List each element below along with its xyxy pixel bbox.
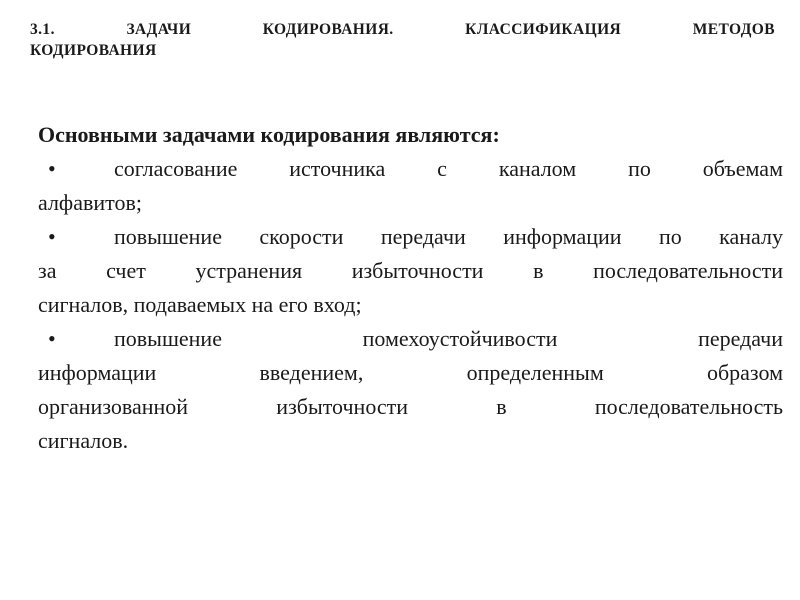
body-text [38, 118, 783, 458]
bullet-text: повышение скорости передачи информации по каналу [114, 224, 783, 249]
section-title [30, 19, 775, 61]
intro-line: Основными задачами кодирования являются: [38, 122, 500, 147]
bullet-icon: • [48, 224, 56, 249]
text-line: организованной избыточности в последовательность [38, 394, 783, 419]
bullet-line [38, 220, 783, 254]
bullet-icon: • [48, 156, 56, 181]
text-line: за счет устранения избыточности в последовательности [38, 258, 783, 283]
text-line: сигналов. [38, 428, 129, 453]
bullet-line [38, 152, 783, 186]
bullet-icon: • [48, 326, 56, 351]
text-line: сигналов, подаваемых на его вход; [38, 292, 362, 317]
text-line: алфавитов; [38, 190, 142, 215]
section-title-line: 3.1. ЗАДАЧИ КОДИРОВАНИЯ. КЛАССИФИКАЦИЯ МЕТОДОВ [30, 21, 775, 38]
section-title-line: КОДИРОВАНИЯ [30, 42, 157, 59]
bullet-text: повышение помехоустойчивости передачи [114, 326, 783, 351]
bullet-text: согласование источника с каналом по объемам [114, 156, 783, 181]
bullet-line [38, 322, 783, 356]
text-line: информации введением, определенным образом [38, 360, 783, 385]
